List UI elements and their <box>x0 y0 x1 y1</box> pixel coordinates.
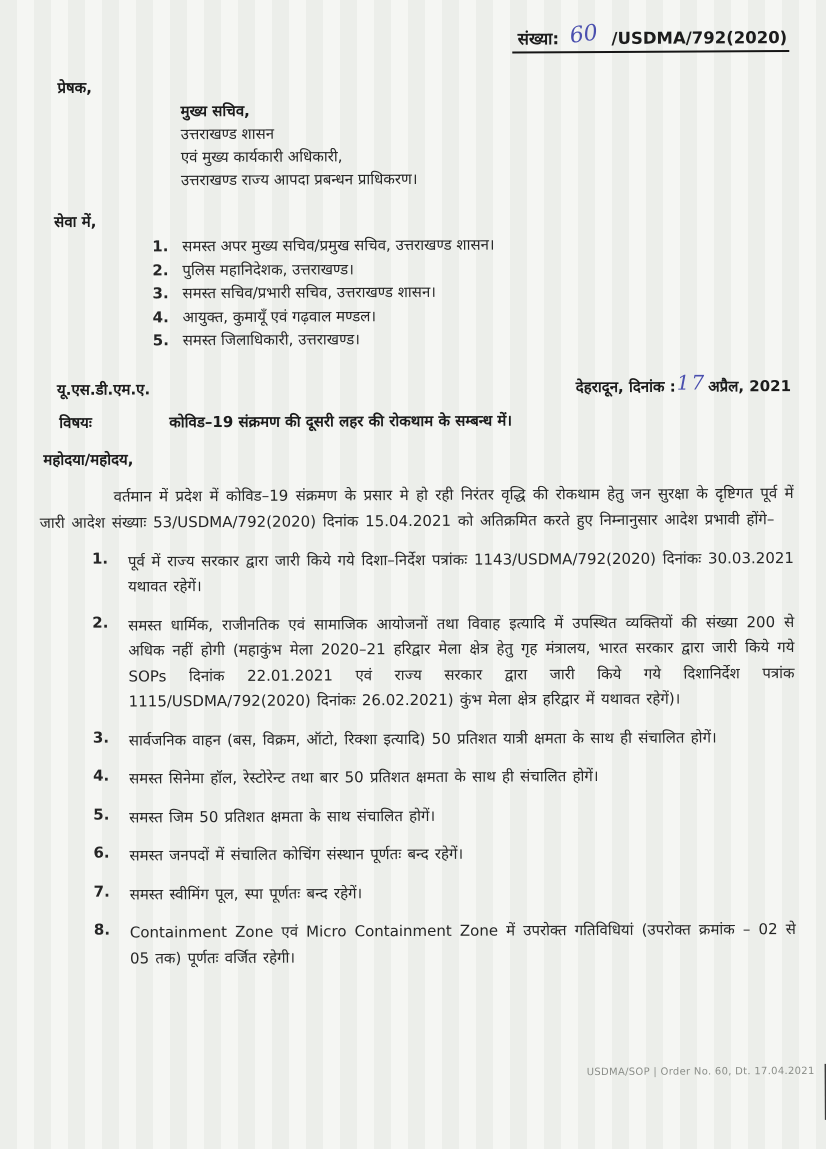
order-item <box>41 840 795 869</box>
recipient-number: 5. <box>152 331 169 350</box>
footer-reference: USDMA/SOP | Order No. 60, Dt. 17.04.2021 <box>586 1065 815 1079</box>
recipient-text: समस्त अपर मुख्य सचिव/प्रमुख सचिव, उत्तराखण्ड शासन। <box>182 235 495 256</box>
salutation: महोदया/महोदय, <box>43 449 134 469</box>
recipient-item <box>152 232 792 259</box>
subject-text: कोविड–19 संक्रमण की दूसरी लहर की रोकथाम के सम्बन्ध में। <box>169 410 513 431</box>
order-text: पूर्व में राज्य सरकार द्वारा जारी किये गये दिशा–निर्देश पत्रांकः 1143/USDMA/792(2020) दिनांकः 30.03.2021 यथावत रहेगें। <box>127 548 794 596</box>
order-number: 3. <box>92 728 110 747</box>
date-rest: अप्रैल, 2021 <box>708 376 792 395</box>
order-number: 5. <box>93 805 110 824</box>
recipients-list <box>152 232 793 353</box>
order-item <box>42 917 796 972</box>
order-text: सार्वजनिक वाहन (बस, विक्रम, ऑटो, रिक्शा इत्यादि) 50 प्रतिशत यात्री क्षमता के साथ ही संचालित होगें। <box>128 727 717 749</box>
order-item <box>40 610 795 716</box>
recipient-item <box>153 326 793 353</box>
sender-line: उत्तराखण्ड शासन <box>180 124 275 144</box>
order-item <box>41 802 795 831</box>
subject-label: विषयः <box>59 413 92 432</box>
ref-label: संख्या: <box>517 29 560 49</box>
sender-block <box>181 97 792 192</box>
order-item <box>40 546 794 601</box>
recipient-item <box>152 279 792 306</box>
org-abbreviation: यू.एस.डी.एम.ए. <box>56 379 151 399</box>
order-text: समस्त सिनेमा हॉल, रेस्टोरेन्ट तथा बार 50 प्रतिशत क्षमता के साथ ही संचालित होगें। <box>129 767 599 788</box>
recipient-number: 1. <box>152 237 169 256</box>
subject-row <box>39 409 793 433</box>
recipient-item <box>152 256 792 283</box>
order-text: समस्त जिम 50 प्रतिशत क्षमता के साथ संचालित होगें। <box>129 806 436 826</box>
reference-number-line <box>37 20 791 64</box>
order-number: 2. <box>92 613 109 632</box>
reference-number <box>512 20 790 53</box>
order-text: समस्त स्वीमिंग पूल, स्पा पूर्णतः बन्द रहेगें। <box>129 883 363 903</box>
order-text: समस्त धार्मिक, राजीनतिक एवं सामाजिक आयोजनों तथा विवाह इत्यादि में उपस्थित व्यक्तियों की संख्या 200 से अधिक नहीं होगी (महाकुंभ मेला 2020–21 हरिद्वार मेला क्षेत्र हेतु गृह मंत्रालय, भारत सरकार द्वारा जारी किये गये SOPs दिनांक 22.01.2021 एवं राज्य सरकार द्वारा जारी किये गये दिशानिर्देश पत्रांक 1115/USDMA/792(2020) दिनांकः 26.02.2021) कुंभ मेला क्षेत्र हरिद्वार में यथावत रहेगें)। <box>128 612 795 711</box>
recipient-text: समस्त सचिव/प्रभारी सचिव, उत्तराखण्ड शासन। <box>182 282 436 303</box>
intro-paragraph: वर्तमान में प्रदेश में कोविड–19 संक्रमण के प्रसार मे हो रही निरंतर वृद्धि की रोकथाम हेतु जन सुरक्षा के दृष्टिगत पूर्व में जारी आदेश संख्याः 53/USDMA/792(2020) दिनांक 15.04.2021 को अतिक्रमित करते हुए निम्नानुसार आदेश प्रभावी होंगे– <box>39 483 794 532</box>
sender-line: मुख्य सचिव, <box>180 101 250 121</box>
sender-line: एवं मुख्य कार्यकारी अधिकारी, <box>180 147 343 167</box>
orders-list <box>40 546 796 972</box>
recipient-number: 2. <box>152 260 169 279</box>
sender-label: प्रेषक, <box>57 78 92 97</box>
recipient-number: 3. <box>152 284 169 303</box>
place-and-date <box>575 369 792 397</box>
order-item <box>41 763 795 792</box>
place-date-label: देहरादून, दिनांक : <box>575 377 676 396</box>
date-handwritten: 17 <box>676 369 707 395</box>
recipient-item <box>153 303 793 330</box>
order-number: 4. <box>93 766 110 785</box>
sender-line: उत्तराखण्ड राज्य आपदा प्रबन्धन प्राधिकरण। <box>180 169 418 190</box>
order-number: 7. <box>93 882 110 901</box>
order-number: 6. <box>93 843 110 862</box>
order-item <box>42 879 796 908</box>
recipient-text: समस्त जिलाधिकारी, उत्तराखण्ड। <box>182 330 360 350</box>
meta-row <box>39 369 793 400</box>
recipient-text: आयुक्त, कुमायूँ एवं गढ़वाल मण्डल। <box>182 306 377 326</box>
ref-number-handwritten: 60 <box>568 20 600 49</box>
recipients-label: सेवा में, <box>54 212 97 231</box>
recipient-number: 4. <box>152 307 169 326</box>
order-text: Containment Zone एवं Micro Containment Zone में उपरोक्त गतिविधियां (उपरोक्त क्रमांक – 02 से 05 तक) पूर्णतः वर्जित रहेगी। <box>129 920 796 967</box>
order-number: 8. <box>93 920 111 939</box>
recipient-text: पुलिस महानिदेशक, उत्तराखण्ड। <box>182 259 354 279</box>
order-number: 1. <box>91 549 109 568</box>
order-item <box>41 725 795 754</box>
order-text: समस्त जनपदों में संचालित कोचिंग संस्थान पूर्णतः बन्द रहेगें। <box>129 844 464 865</box>
ref-suffix: /USDMA/792(2020) <box>611 28 788 48</box>
